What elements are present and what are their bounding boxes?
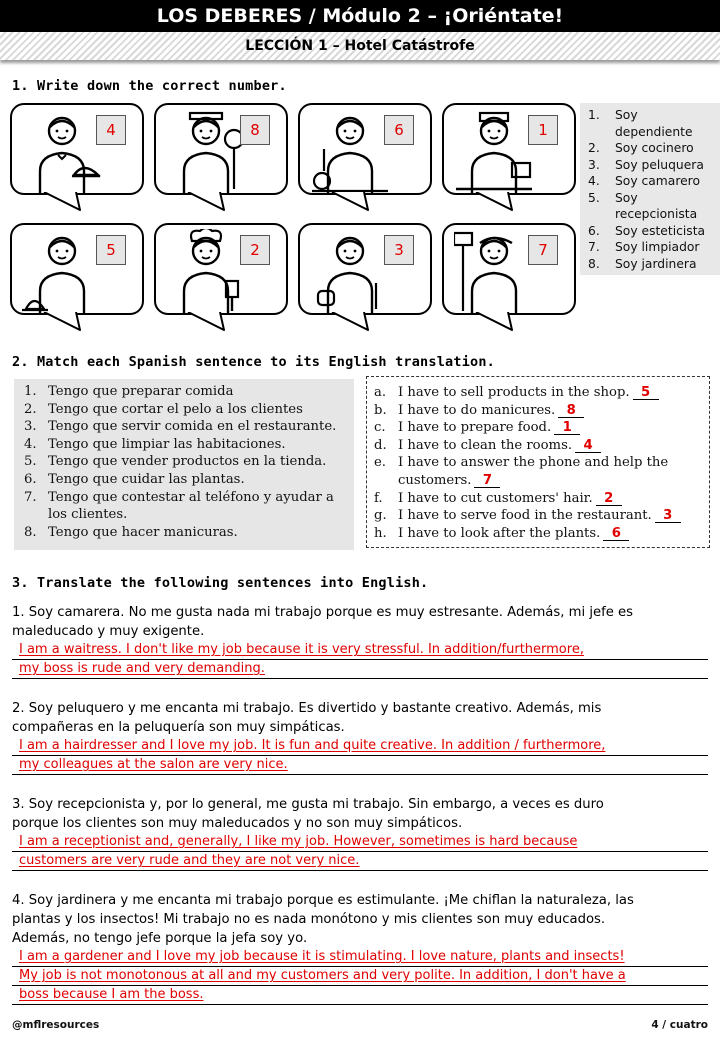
occupation-item: 1. Soy dependiente [588,108,693,139]
occupation-item: 8. Soy jardinera [588,256,697,271]
translation-item-3 [12,795,708,871]
hairdresser-icon [310,229,390,313]
footer-author: @mflresources [12,1019,100,1031]
spanish-text: 3. Soy recepcionista y, por lo general, me gusta mi trabajo. Sin embargo, a veces es duro [12,797,604,812]
answer-input[interactable]: my colleagues at the salon are very nice. [12,756,708,775]
answer-input[interactable]: I am a gardener and I love my job because it is stimulating. I love nature, plants and insects! [12,948,708,967]
answer-blank[interactable]: 8 [558,404,584,418]
spanish-item: 1. Tengo que preparar comida [24,384,234,399]
answer-blank[interactable]: 4 [575,439,601,453]
card-shop-assistant [442,103,576,195]
spanish-text: plantas y los insectos! Mi trabajo no es nada monótono y mis clientes son muy educados. [12,912,606,927]
speech-tail [330,192,370,212]
speech-tail [186,312,226,332]
english-item: e. I have to answer the phone and help the customers. 7 [374,455,669,488]
card-beautician [298,103,432,195]
occupation-item: 6. Soy esteticista [588,223,706,238]
translation-item-4 [12,891,708,1005]
english-item: g. I have to serve food in the restaurant. 3 [374,507,703,525]
english-item: h. I have to look after the plants. 6 [374,525,703,543]
spanish-item: 3. Tengo que servir comida en el restaurante. [24,419,337,435]
english-item: a. I have to sell products in the shop. 5 [374,384,703,402]
section3-heading: 3. Translate the following sentences into English. [12,575,429,591]
speech-tail [186,192,226,212]
answer-blank[interactable]: 6 [603,527,629,541]
english-item: b. I have to do manicures. 8 [374,402,703,420]
spanish-text: porque los clientes son muy maleducados y no son muy simpáticos. [12,816,463,831]
speech-tail [42,312,82,332]
answer-box[interactable]: 6 [384,115,414,145]
spanish-text: 2. Soy peluquero y me encanta mi trabajo. Es divertido y bastante creativo. Además, mis [12,701,602,716]
beautician-icon [310,109,390,193]
spanish-text: Además, no tengo jefe porque la jefa soy yo. [12,931,308,946]
spanish-text: maleducado y muy exigente. [12,624,205,639]
section2-heading: 2. Match each Spanish sentence to its English translation. [12,354,496,370]
english-item: c. I have to prepare food. 1 [374,419,703,437]
answer-box[interactable]: 5 [96,235,126,265]
cleaner-icon [454,229,534,313]
answer-blank[interactable]: 3 [655,509,681,523]
card-chef [154,223,288,315]
waiter-icon [22,109,102,193]
gardener-icon [166,109,246,193]
spanish-item: 7. Tengo que contestar al teléfono y ayudar a los clientes. [24,489,334,523]
occupation-item: 2. Soy cocinero [588,141,694,155]
speech-tail [474,192,514,212]
answer-blank[interactable]: 7 [474,474,500,488]
spanish-item: 6. Tengo que cuidar las plantas. [24,471,245,487]
page-title: LOS DEBERES / Módulo 2 – ¡Oriéntate! [0,0,720,32]
spanish-item: 5. Tengo que vender productos en la tienda. [24,454,327,470]
answer-blank[interactable]: 2 [596,492,622,506]
footer-page-number: 4 / cuatro [651,1019,708,1031]
card-receptionist [10,223,144,315]
answer-input[interactable]: boss because I am the boss. [12,986,708,1005]
occupation-item: 5. Soy recepcionista [588,190,698,221]
receptionist-icon [22,229,102,313]
english-translations-list [366,376,710,548]
occupation-item: 3. Soy peluquera [588,157,704,172]
speech-tail [42,192,82,212]
answer-box[interactable]: 3 [384,235,414,265]
answer-blank[interactable]: 1 [554,421,580,435]
lesson-subtitle: LECCIÓN 1 – Hotel Catástrofe [0,32,720,60]
answer-box[interactable]: 7 [528,235,558,265]
spanish-text: 1. Soy camarera. No me gusta nada mi trabajo porque es muy estresante. Además, mi jefe es [12,605,634,620]
occupation-item: 4. Soy camarero [588,174,700,188]
shop-assistant-icon [454,109,534,193]
spanish-item: 8. Tengo que hacer manicuras. [24,524,238,540]
spanish-item: 4. Tengo que limpiar las habitaciones. [24,436,286,452]
speech-tail [474,312,514,332]
spanish-sentences-list [14,379,354,550]
answer-blank[interactable]: 5 [633,386,659,400]
answer-input[interactable]: My job is not monotonous at all and my customers and very polite. In addition, I don't have a [12,967,708,986]
answer-box[interactable]: 1 [528,115,558,145]
answer-input[interactable]: my boss is rude and very demanding. [12,660,708,679]
answer-box[interactable]: 4 [96,115,126,145]
card-cleaner [442,223,576,315]
section1-heading: 1. Write down the correct number. [12,78,287,94]
spanish-text: 4. Soy jardinera y me encanta mi trabajo porque es estimulante. ¡Me chiflan la naturaleza, las [12,893,634,908]
occupation-item: 7. Soy limpiador [588,240,700,254]
occupations-list [580,103,720,275]
translation-item-1 [12,603,708,679]
card-waiter [10,103,144,195]
answer-box[interactable]: 8 [240,115,270,145]
translation-item-2 [12,699,708,775]
spanish-item: 2. Tengo que cortar el pelo a los clientes [24,401,303,417]
speech-tail [330,312,370,332]
spanish-text: compañeras en la peluquería son muy simpáticas. [12,720,345,735]
answer-input[interactable]: I am a receptionist and, generally, I like my job. However, sometimes is hard because [12,833,708,852]
chef-icon [166,229,246,313]
answer-input[interactable]: customers are very rude and they are not very nice. [12,852,708,871]
answer-box[interactable]: 2 [240,235,270,265]
card-gardener [154,103,288,195]
answer-input[interactable]: I am a hairdresser and I love my job. It is fun and quite creative. In addition / furthermore, [12,737,708,756]
english-item: f. I have to cut customers' hair. 2 [374,490,703,508]
answer-input[interactable]: I am a waitress. I don't like my job because it is very stressful. In addition/furthermore, [12,641,708,660]
card-hairdresser [298,223,432,315]
english-item: d. I have to clean the rooms. 4 [374,437,703,455]
